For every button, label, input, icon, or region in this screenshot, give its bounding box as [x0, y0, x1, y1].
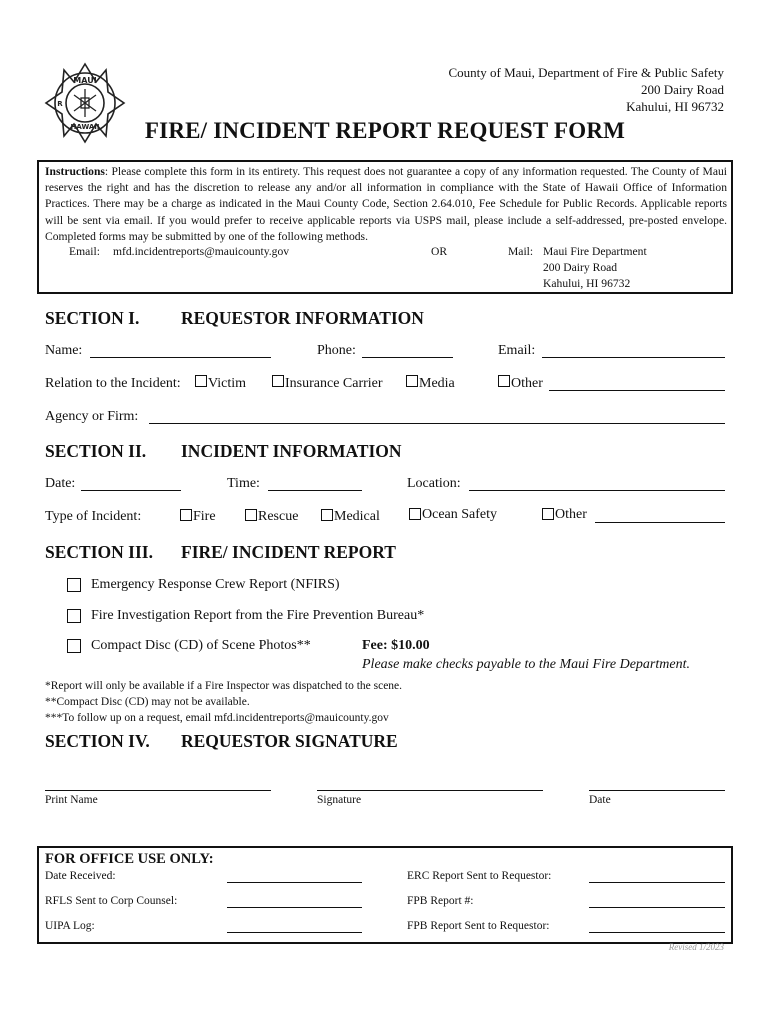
relation-label: Relation to the Incident: — [45, 376, 181, 391]
footnote-2: **Compact Disc (CD) may not be available. — [45, 696, 250, 708]
ocean-safety-checkbox[interactable] — [409, 508, 421, 520]
phone-field[interactable] — [362, 357, 453, 358]
footnote-3: ***To follow up on a request, email mfd.incidentreports@mauicounty.gov — [45, 712, 389, 724]
section-4-number: SECTION IV. — [45, 731, 150, 751]
address-line-2: 200 Dairy Road — [640, 82, 724, 97]
section-3-title: FIRE/ INCIDENT REPORT — [181, 542, 396, 562]
fpb-sent-field[interactable] — [589, 932, 725, 933]
instructions-email-label: Email: — [69, 245, 100, 258]
section-1-title: REQUESTOR INFORMATION — [181, 308, 424, 328]
mail-line-1: Maui Fire Department — [543, 245, 647, 258]
fpb-report-number-label: FPB Report #: — [407, 895, 474, 907]
ocean-safety-label: Ocean Safety — [422, 507, 498, 522]
incident-date-field[interactable] — [81, 490, 181, 491]
section-4-title: REQUESTOR SIGNATURE — [181, 731, 398, 751]
office-use-title: FOR OFFICE USE ONLY: — [45, 851, 214, 867]
incident-date-label: Date: — [45, 476, 76, 491]
date-received-label: Date Received: — [45, 870, 116, 882]
svg-text:MAUI: MAUI — [73, 76, 97, 85]
email-label: Email: — [498, 343, 536, 358]
incident-time-label: Time: — [227, 476, 260, 491]
medical-label: Medical — [334, 509, 380, 524]
other-incident-label: Other — [555, 507, 587, 522]
signature-date-line[interactable] — [589, 790, 725, 791]
medical-checkbox[interactable] — [321, 509, 333, 521]
erc-sent-label: ERC Report Sent to Requestor: — [407, 870, 552, 882]
mail-line-2: 200 Dairy Road — [543, 261, 618, 274]
name-field[interactable] — [90, 357, 271, 358]
instructions-text — [45, 164, 727, 245]
instructions-email[interactable]: mfd.incidentreports@mauicounty.gov — [113, 245, 290, 258]
revision-note: Revised 1/2023 — [668, 942, 724, 952]
address-line-3: Kahului, HI 96732 — [626, 99, 724, 114]
media-label: Media — [419, 376, 455, 391]
section-2-title: INCIDENT INFORMATION — [181, 441, 402, 461]
section-1-number: SECTION I. — [45, 308, 140, 328]
media-checkbox[interactable] — [406, 375, 418, 387]
signature-date-label: Date — [589, 794, 611, 806]
svg-text:HAWAII: HAWAII — [70, 123, 100, 131]
fire-investigation-label: Fire Investigation Report from the Fire Prevention Bureau* — [91, 608, 425, 623]
location-label: Location: — [407, 476, 461, 491]
phone-label: Phone: — [317, 343, 356, 358]
department-address — [449, 64, 724, 115]
fire-label: Fire — [193, 509, 216, 524]
section-2-number: SECTION II. — [45, 441, 147, 461]
agency-label: Agency or Firm: — [45, 409, 139, 424]
insurance-carrier-label: Insurance Carrier — [285, 376, 383, 391]
mail-line-3: Kahului, HI 96732 — [543, 277, 631, 290]
instructions-label: Instructions — [45, 165, 105, 178]
victim-checkbox[interactable] — [195, 375, 207, 387]
insurance-carrier-checkbox[interactable] — [272, 375, 284, 387]
print-name-line[interactable] — [45, 790, 271, 791]
other-relation-label: Other — [511, 376, 543, 391]
fee-text: Fee: $10.00 — [362, 638, 430, 653]
other-incident-field[interactable] — [595, 522, 725, 523]
rfls-sent-field[interactable] — [227, 907, 362, 908]
email-field[interactable] — [542, 357, 725, 358]
nfirs-report-checkbox[interactable] — [67, 578, 81, 592]
erc-sent-field[interactable] — [589, 882, 725, 883]
nfirs-report-label: Emergency Response Crew Report (NFIRS) — [91, 577, 340, 592]
rfls-sent-label: RFLS Sent to Corp Counsel: — [45, 895, 178, 907]
rescue-label: Rescue — [258, 509, 299, 524]
agency-field[interactable] — [149, 423, 725, 424]
instructions-mail-label: Mail: — [508, 245, 534, 258]
address-line-1: County of Maui, Department of Fire & Public Safety — [448, 65, 724, 80]
instructions-or: OR — [431, 245, 448, 258]
signature-label: Signature — [317, 794, 362, 806]
uipa-log-label: UIPA Log: — [45, 920, 95, 932]
signature-line[interactable] — [317, 790, 543, 791]
instructions-body: : Please complete this form in its entirety. This request does not guarantee a copy of any information requested. The County of Maui reserves the right and has the discretion to release any and/or all information in compliance with the State of Hawaii Office of Information Practices. There may be a charge as indicated in the Maui County Code, Section 2.64.010, Fee Schedule for Public Records. Applicable reports will be sent via email. If you would prefer to receive applicable reports via USPS mail, please include a self-addressed, pre-posted envelope. Completed forms may be submitted by one of the following methods. — [45, 165, 727, 243]
other-relation-checkbox[interactable] — [498, 375, 510, 387]
section-3-number: SECTION III. — [45, 542, 153, 562]
date-received-field[interactable] — [227, 882, 362, 883]
rescue-checkbox[interactable] — [245, 509, 257, 521]
fpb-sent-label: FPB Report Sent to Requestor: — [407, 920, 550, 932]
fire-investigation-checkbox[interactable] — [67, 609, 81, 623]
print-name-label: Print Name — [45, 794, 98, 806]
svg-text:R: R — [57, 100, 63, 108]
form-title: FIRE/ INCIDENT REPORT REQUEST FORM — [144, 118, 626, 143]
scene-photos-cd-label: Compact Disc (CD) of Scene Photos** — [91, 638, 311, 653]
location-field[interactable] — [469, 490, 725, 491]
incident-type-label: Type of Incident: — [45, 509, 142, 524]
footnote-1: *Report will only be available if a Fire Inspector was dispatched to the scene. — [45, 680, 403, 692]
fpb-report-number-field[interactable] — [589, 907, 725, 908]
payable-note: Please make checks payable to the Maui Fire Department. — [362, 657, 690, 672]
scene-photos-cd-checkbox[interactable] — [67, 639, 81, 653]
other-relation-field[interactable] — [549, 390, 725, 391]
other-incident-checkbox[interactable] — [542, 508, 554, 520]
incident-time-field[interactable] — [268, 490, 362, 491]
uipa-log-field[interactable] — [227, 932, 362, 933]
fire-checkbox[interactable] — [180, 509, 192, 521]
name-label: Name: — [45, 343, 83, 358]
victim-label: Victim — [208, 376, 247, 391]
